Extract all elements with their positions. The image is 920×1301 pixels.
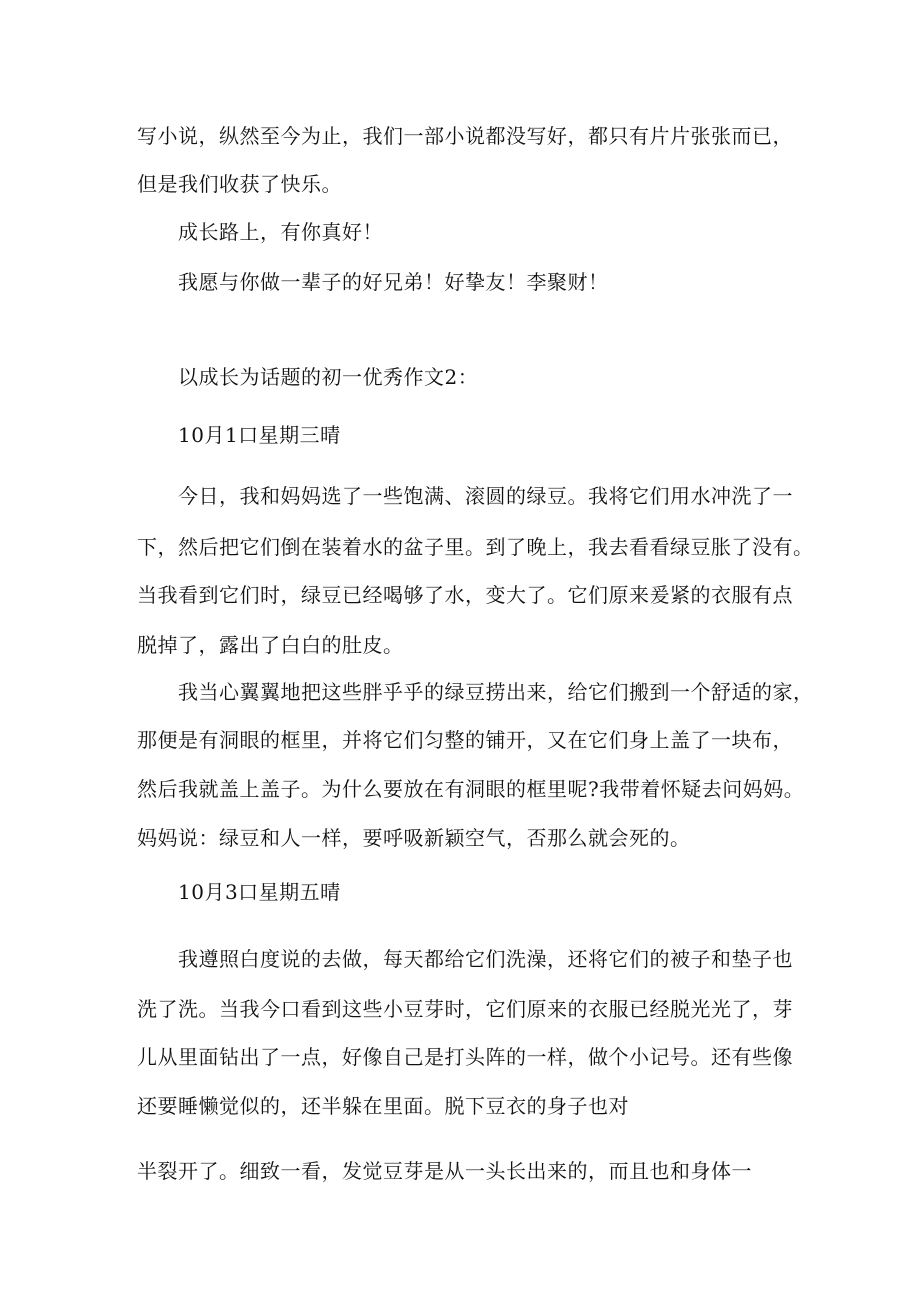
text-line: 洗了洗。当我今口看到这些小豆芽时，它们原来的衣服已经脱光光了，芽 xyxy=(137,997,793,1021)
text-line: 成长路上，有你真好！ xyxy=(178,220,383,244)
text-line: 我遵照白度说的去做，每天都给它们洗澡，还将它们的被子和垫子也 xyxy=(178,947,793,971)
diary-date: 10月3口星期五晴 xyxy=(178,880,341,904)
text-line: 儿从里面钻出了一点，好像自己是打头阵的一样，做个小记号。还有些像 xyxy=(137,1045,793,1069)
text-line: 当我看到它们时，绿豆已经喝够了水，变大了。它们原来爰紧的衣服有点 xyxy=(137,583,793,607)
text-line: 半裂开了。细致一看，发觉豆芽是从一头长出来的，而且也和身体一 xyxy=(137,1159,752,1183)
text-line: 还要睡懒觉似的，还半躲在里面。脱下豆衣的身子也对 xyxy=(137,1094,629,1118)
diary-date: 10月1口星期三晴 xyxy=(178,423,341,447)
text-line: 但是我们收获了快乐。 xyxy=(137,172,342,196)
section-heading: 以成长为话题的初一优秀作文2： xyxy=(178,365,479,389)
text-line: 写小说，纵然至今为止，我们一部小说都没写好，都只有片片张张而已， xyxy=(137,124,793,148)
text-line: 下，然后把它们倒在装着水的盆子里。到了晚上，我去看看绿豆胀了没有。 xyxy=(137,535,814,559)
text-line: 然后我就盖上盖子。为什么要放在有洞眼的框里呢?我带着怀疑去问妈妈。 xyxy=(137,777,805,801)
text-line: 那便是有洞眼的框里，并将它们匀整的铺开，又在它们身上盖了一块布， xyxy=(137,728,793,752)
text-line: 我当心翼翼地把这些胖乎乎的绿豆捞出来，给它们搬到一个舒适的家， xyxy=(178,680,814,704)
text-line: 今日，我和妈妈选了一些饱满、滚圆的绿豆。我将它们用水冲洗了一 xyxy=(178,484,793,508)
text-line: 我愿与你做一辈子的好兄弟！好挚友！李聚财！ xyxy=(178,270,609,294)
text-line: 妈妈说：绿豆和人一样，要呼吸新颖空气，否那么就会死的。 xyxy=(137,826,691,850)
text-line: 脱掉了，露出了白白的肚皮。 xyxy=(137,633,404,657)
